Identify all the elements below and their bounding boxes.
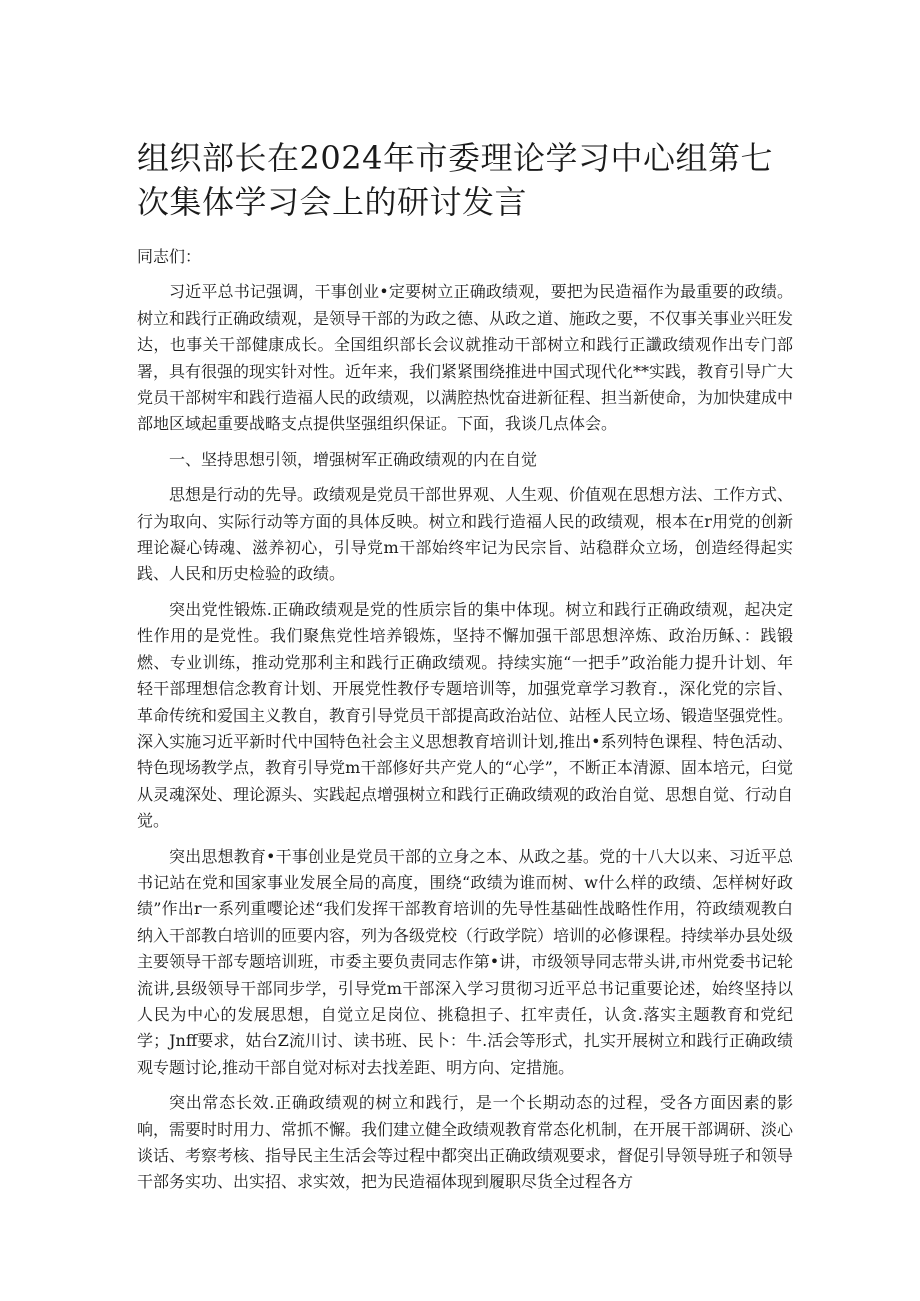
section-heading-1: 一、坚持思想引领，增强树军正确政绩观的内在自觉	[169, 449, 538, 469]
paragraph-party-spirit: 突出党性锻炼.正确政绩观是党的性质宗旨的集中体现。树立和践行正确政绩观，起决定性作用的是党性。我们聚焦党性培养锻炼，坚持不懈加强干部思想淬炼、政治历稣、：践锻燃、专业训练，推动党那利主和践行正确政绩观。持续实施“一把手”政治能力提升计划、年轻干部理想信念教育计划、开展党性教伃专题培训等，加强党章学习教育.，深化党的宗旨、革命传统和爱国主义教自，教育引导党员干部提高政治站位、站桎人民立场、锻造坚强党性。深入实施习近平新时代中国特色社会主义思想教育培训计划,推出•系列特色课程、特色活动、特色现场教学点，教育引导党m干部修好共产党人的“心学”，不断正本清源、固本培元，臼觉从灵魂深处、理论源头、实践起点增强树立和践行正确政绩观的政治自觉、思想自觉、行动自觉。	[137, 599, 794, 831]
salutation: 同志们：	[137, 247, 202, 266]
paragraph-thought-guidance: 思想是行动的先导。政绩观是党员干部世界观、人生观、价值观在思想方法、工作方式、行为取向、实际行动等方面的具体反映。树立和践行造福人民的政绩观，根本在r用党的创新理论凝心铸魂、滋养初心，引导党m干部始终牢记为民宗旨、站稳群众立场，创造经得起实践、人民和历史检验的政绩。	[137, 485, 794, 584]
paragraph-intro: 习近平总书记强调，干事创业•定要树立正确政绩观，要把为民造福作为最重要的政绩。树立和践行正确政绩观，是领导干部的为政之德、从政之道、施政之要，不仅事关事业兴旺发达，也事关干部健康成长。全国组织部长会议就推动干部树立和践行正讖政绩观作出专门部署，具有很强的现实针对性。近年来，我们紧紧围绕推进中国式现代化**实践，教育引导广大党员干部树牢和践行造福人民的政绩观，以满腔热忱奋进新征程、担当新使命，为加快建成中部地区域起重要战略支点提供坚强组织保证。下面，我谈几点体会。	[137, 282, 794, 434]
paragraph-regular-mechanism: 突出常态长效.正确政绩观的树立和践行，是一个长期动态的过程，受各方面因素的影响，需要时时用力、常抓不懈。我们建立健全政绩观教育常态化机制，在开展干部调研、淡心谈话、考察考核、指导民主生活会等过程中都突出正确政绩观要求，督促引导领导班子和领导干部务实功、出实招、求实效，把为民造福体现到履职尽货全过程各方	[137, 1093, 794, 1192]
paragraph-ideological-education: 突出思想教育•干事创业是党员干部的立身之本、从政之基。党的十八大以来、习近平总书记站在党和国家事业发展全局的高度，围绕“政绩为谁而树、w什么样的政绩、怎样树好政绩”作出r一系列重嘤论述“我们发挥干部教育培训的先导性基础性战略性作用，符政绩观教白纳入干部教白培训的匝要内容，列为各级党校（行政学院）培训的必修课程。持续举办县处级主要领导干部专题培训班，市委主要负责同志作第•讲，市级领导同志带头讲,市州党委书记轮流讲,县级领导干部同步学，引导党m干部深入学习贯彻习近平总书记重要论述，始终坚持以人民为中心的发展思想，自觉立足岗位、挑稳担子、扛牢责任，认贪.落实主题教育和党纪学；Jnff要求，姑台Z流川讨、读书班、民卜：牛.活会等形式，扎实开展树立和践行正确政绩观专题讨论,推动干部自觉对标对去找差距、明方向、定措施。	[137, 846, 794, 1077]
document-title: 组织部长在2024年市委理论学习中心组第七次集体学习会上的研讨发言	[137, 139, 773, 221]
document-body	[137, 244, 793, 1205]
